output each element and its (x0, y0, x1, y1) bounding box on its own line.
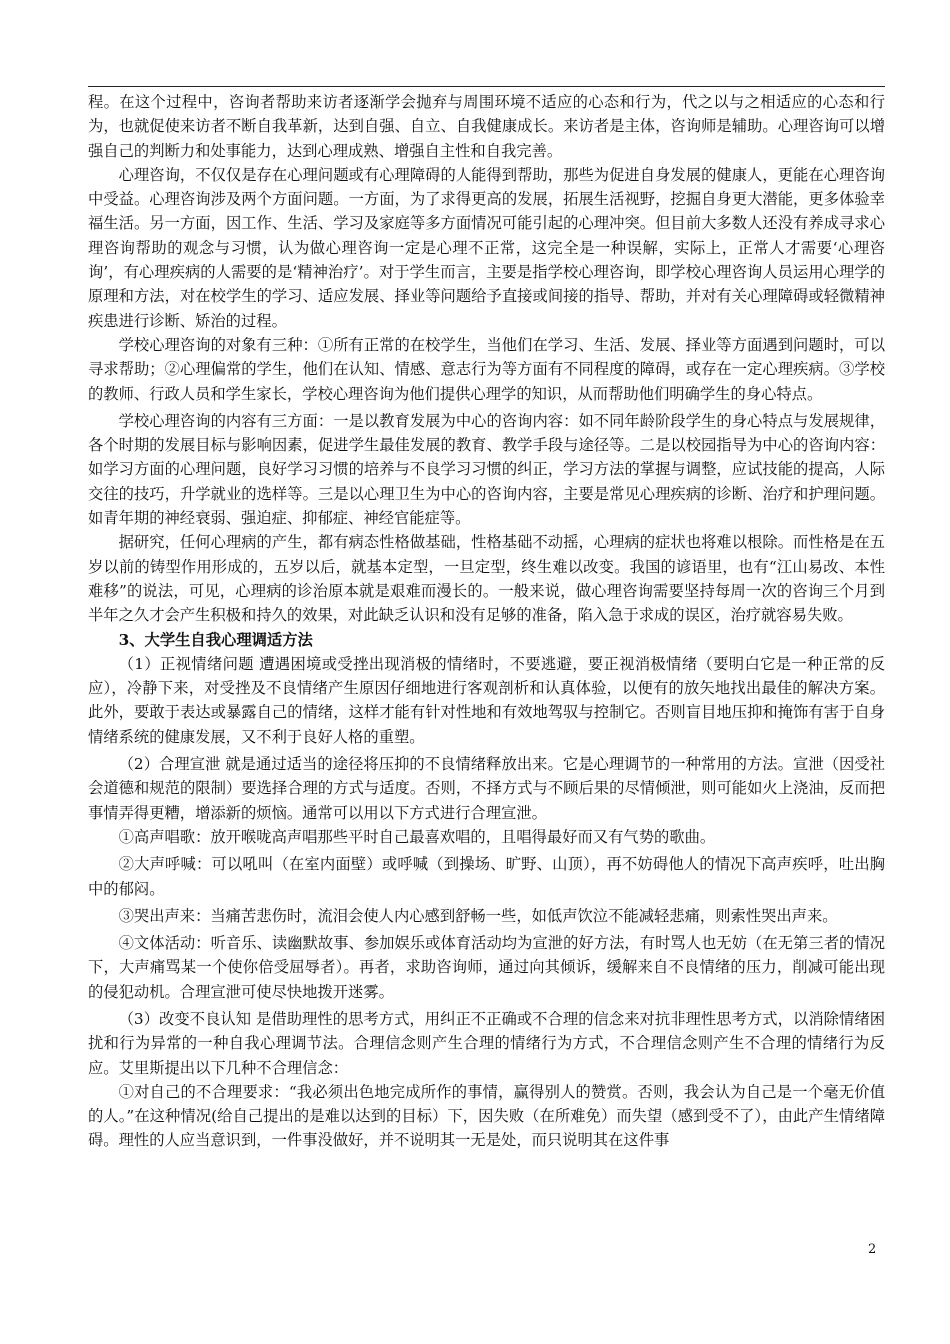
paragraph-method-2: （2）合理宣泄 就是通过适当的途径将压抑的不良情绪释放出来。它是心理调节的一种常用的方法。宣泄（因受社会道德和规范的限制）要选择合理的方式与适度。否则，不择方式与不顾后果的尽情倾泄，则可能如火上浇油，反而把事情弄得更糟，增添新的烦恼。通常可以用以下方式进行合理宣泄。 (88, 755, 885, 822)
list-item-irrational-belief-1: ①对自己的不合理要求：“我必须出色地完成所作的事情，赢得别人的赞赏。否则，我会认为自己是一个毫无价值的人。”在这种情况(给自己提出的是难以达到的目标）下，因失败（在所难免）而失望（感到受不了），由此产生情绪障碍。理性的人应当意识到，一件事没做好，并不说明其一无是处，而只说明其在这件事 (88, 1082, 885, 1150)
paragraph-continuation: 程。在这个过程中，咨询者帮助来访者逐渐学会抛弃与周围环境不适应的心态和行为，代之以与之相适应的心态和行为，也就促使来访者不断自我革新，达到自强、自立、自我健康成长。来访者是主体，咨询师是辅助。心理咨询可以增强自己的判断力和处事能力，达到心理成熟、增强自主性和自我完善。 (88, 93, 885, 160)
document-body (88, 90, 885, 1153)
list-item-shouting: ②大声呼喊：可以吼叫（在室内面壁）或呼喊（到操场、旷野、山顶），再不妨碍他人的情况下高声疾呼，吐出胸中的郁闷。 (88, 855, 885, 898)
list-item-activities: ④文体活动：听音乐、读幽默故事、参加娱乐或体育活动均为宣泄的好方法，有时骂人也无妨（在无第三者的情况下，大声痛骂某一个使你倍受屈辱者）。再者，求助咨询师，通过向其倾诉，缓解来自不良情绪的压力，削减可能出现的侵犯动机。合理宣泄可使尽快地拨开迷雾。 (88, 934, 885, 1001)
paragraph-research: 据研究，任何心理病的产生，都有病态性格做基础，性格基础不动摇，心理病的症状也将难以根除。而性格是在五岁以前的铸型作用形成的，五岁以后，就基本定型，一旦定型，终生难以改变。我国的谚语里，也有“江山易改、本性难移”的说法，可见，心理病的诊治原本就是艰难而漫长的。一般来说，做心理咨询需要坚持每周一次的咨询三个月到半年之久才会产生积极和持久的效果，对此缺乏认识和没有足够的准备，陷入急于求成的误区，治疗就容易失败。 (88, 533, 885, 625)
paragraph-method-3: （3）改变不良认知 是借助理性的思考方式，用纠正不正确或不合理的信念来对抗非理性思考方式，以消除情绪困扰和行为异常的一种自我心理调节法。合理信念则产生合理的情绪行为方式，不合理信念则产生不合理的情绪行为反应。艾里斯提出以下几种不合理信念： (88, 1009, 885, 1077)
paragraph-counseling-benefits: 心理咨询，不仅仅是存在心理问题或有心理障碍的人能得到帮助，那些为促进自身发展的健康人，更能在心理咨询中受益。心理咨询涉及两个方面问题。一方面，为了求得更高的发展，拓展生活视野，挖掘自身更大潜能，更多体验幸福生活。另一方面，因工作、生活、学习及家庭等多方面情况可能引起的心理冲突。但目前大多数人还没有养成寻求心理咨询帮助的观念与习惯，认为做心理咨询一定是心理不正常，这完全是一种误解，实际上，正常人才需要‘心理咨询’，有心理疾病的人需要的是‘精神治疗’。对于学生而言，主要是指学校心理咨询，即学校心理咨询人员运用心理学的原理和方法，对在校学生的学习、适应发展、择业等问题给予直接或间接的指导、帮助，并对有关心理障碍或轻微精神疾患进行诊断、矫治的过程。 (88, 165, 885, 330)
page-number: 2 (868, 1242, 877, 1257)
paragraph-method-1: （1）正视情绪问题 遭遇困境或受挫出现消极的情绪时，不要逃避，要正视消极情绪（要明白它是一种正常的反应），冷静下来，对受挫及不良情绪产生原因仔细地进行客观剖析和认真体验，以便有的放矢地找出最佳的解决方案。此外，要敢于表达或暴露自己的情绪，这样才能有针对性地和有效地驾驭与控制它。否则盲目地压抑和掩饰有害于自身情绪系统的健康发展，又不利于良好人格的重塑。 (88, 654, 885, 746)
header-rule (88, 86, 885, 87)
list-item-crying: ③哭出声来：当痛苦悲伤时，流泪会使人内心感到舒畅一些，如低声饮泣不能减轻悲痛，则索性哭出声来。 (118, 906, 838, 925)
paragraph-counseling-content: 学校心理咨询的内容有三方面：一是以教育发展为中心的咨询内容：如不同年龄阶段学生的身心特点与发展规律，各个时期的发展目标与影响因素，促进学生最佳发展的教育、教学手段与途径等。二是以校园指导为中心的咨询内容：如学习方面的心理问题，良好学习习惯的培养与不良学习习惯的纠正，学习方法的掌握与调整，应试技能的提高，人际交往的技巧，升学就业的选样等。三是以心理卫生为中心的咨询内容，主要是常见心理疾病的诊断、治疗和护理问题。如青年期的神经衰弱、强迫症、抑郁症、神经官能症等。 (88, 411, 885, 528)
list-item-singing: ①高声唱歌：放开喉咙高声唱那些平时自己最喜欢唱的，且唱得最好而又有气势的歌曲。 (118, 827, 716, 846)
paragraph-counseling-targets: 学校心理咨询的对象有三种：①所有正常的在校学生，当他们在学习、生活、发展、择业等方面遇到问题时，可以寻求帮助；②心理偏常的学生，他们在认知、情感、意志行为等方面有不同程度的障碍，或存在一定心理疾病。③学校的教师、行政人员和学生家长，学校心理咨询为他们提供心理学的知识，从而帮助他们明确学生的身心特点。 (88, 335, 885, 403)
section-heading: 3、大学生自我心理调适方法 (118, 630, 313, 649)
